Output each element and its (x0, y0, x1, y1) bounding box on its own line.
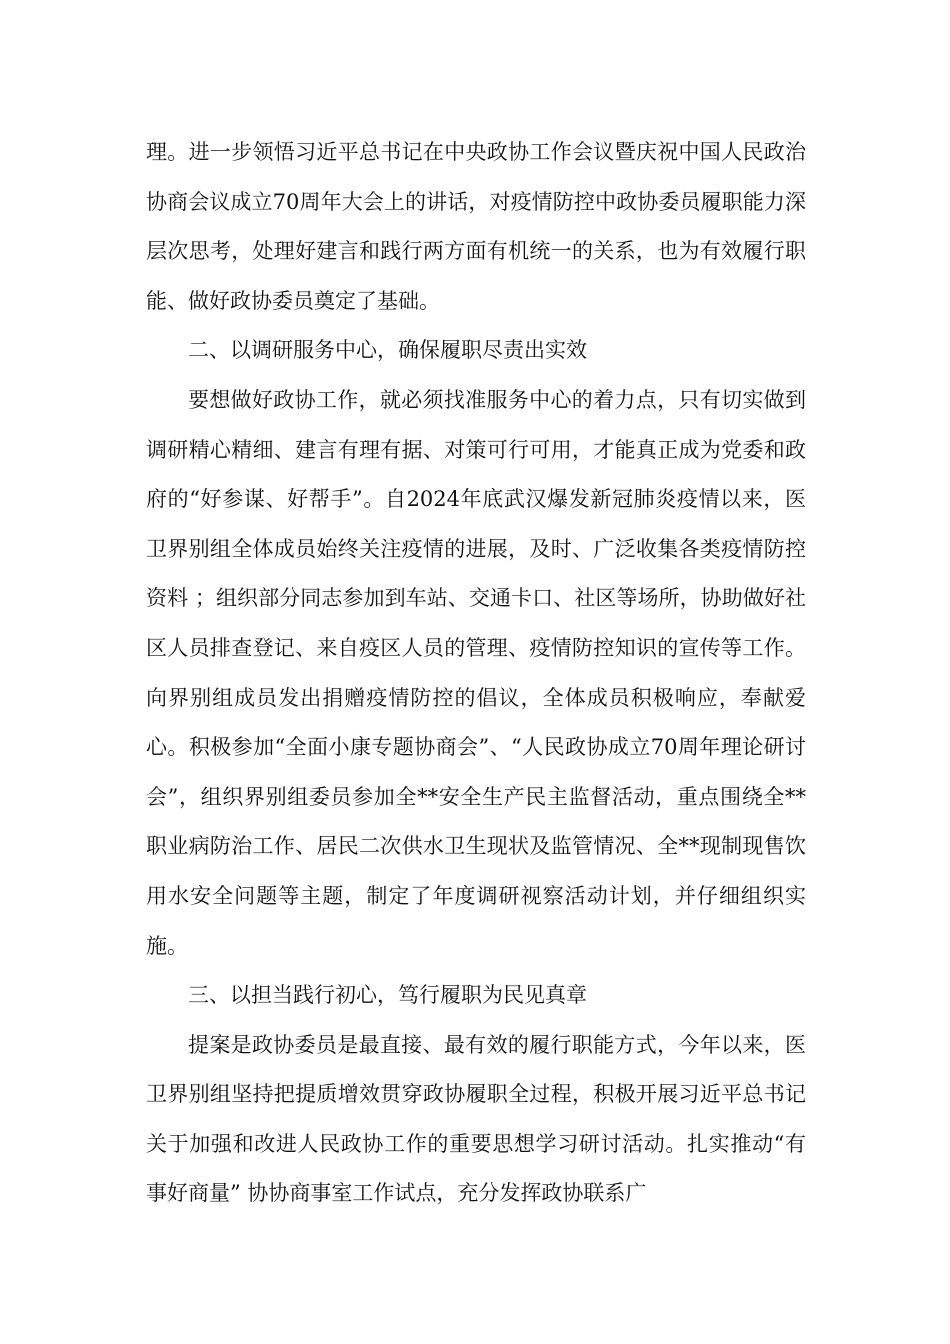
document-body (146, 128, 806, 1219)
section-heading-two: 二、以调研服务中心，确保履职尽责出实效 (188, 338, 587, 363)
section-heading-three: 三、以担当践行初心，笃行履职为民见真章 (188, 983, 587, 1008)
paragraph-research: 要想做好政协工作，就必须找准服务中心的着力点，只有切实做到调研精心精细、建言有理有据、对策可行可用，才能真正成为党委和政府的“好参谋、好帮手”。自2024年底武汉爆发新冠肺炎疫情以来，医卫界别组全体成员始终关注疫情的进展，及时、广泛收集各类疫情防控资料 ；组织部分同志参加到车站、交通卡口、社区等场所，协助做好社区人员排查登记、来自疫区人员的管理、疫情防控知识的宣传等工作。向界别组成员发出捐赠疫情防控的倡议，全体成员积极响应，奉献爱心。积极参加“全面小康专题协商会”、“人民政协成立70周年理论研讨会”，组织界别组委员参加全**安全生产民主监督活动，重点围绕全**职业病防治工作、居民二次供水卫生现状及监管情况、全**现制现售饮用水安全问题等主题，制定了年度调研视察活动计划，并仔细组织实施。 (146, 387, 806, 958)
paragraph-continuation: 理。进一步领悟习近平总书记在中央政协工作会议暨庆祝中国人民政治协商会议成立70周年大会上的讲话，对疫情防控中政协委员履职能力深层次思考，处理好建言和践行两方面有机统一的关系，也为有效履行职能、做好政协委员奠定了基础。 (146, 140, 806, 313)
paragraph-proposals: 提案是政协委员是最直接、最有效的履行职能方式，今年以来，医卫界别组坚持把提质增效贯穿政协履职全过程，积极开展习近平总书记关于加强和改进人民政协工作的重要思想学习研讨活动。扎实推动“有事好商量” 协协商事室工作试点，充分发挥政协联系广 (146, 1032, 806, 1206)
